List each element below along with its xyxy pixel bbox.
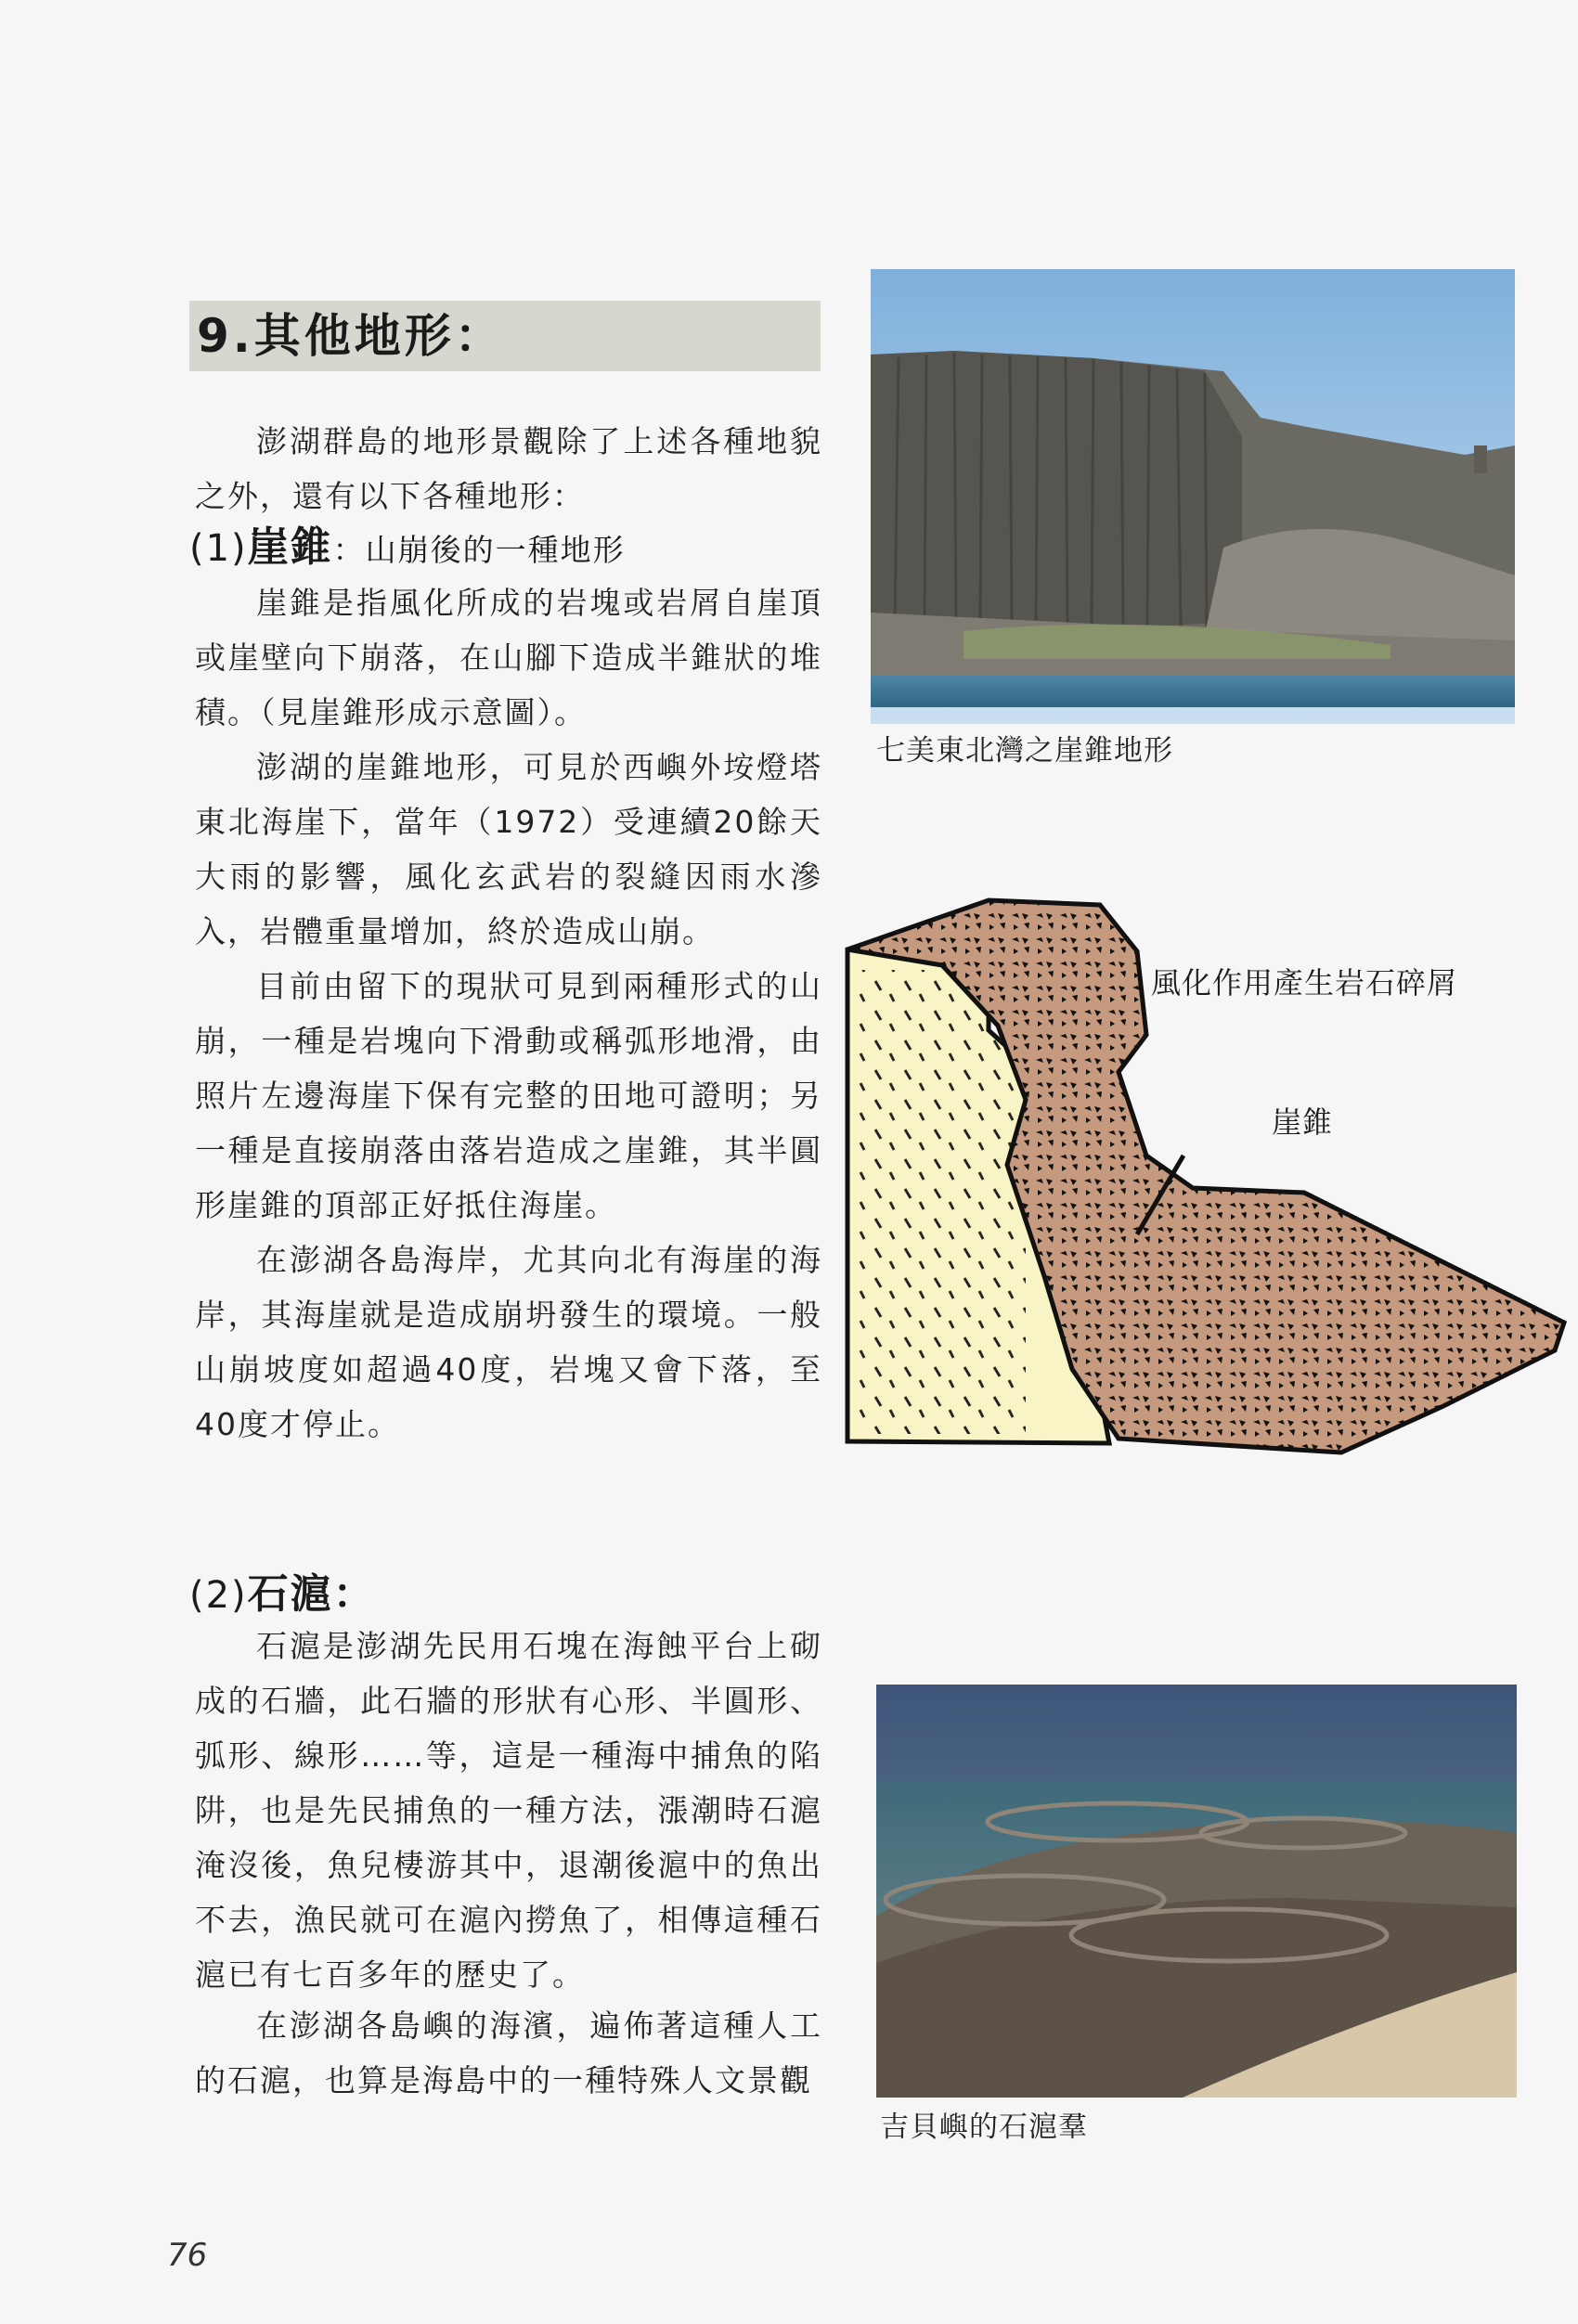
cliff-cone-paragraph-1: 崖錐是指風化所成的岩塊或岩屑自崖頂或崖壁向下崩落，在山腳下造成半錐狀的堆積。（見崖錐形成示意圖）。: [195, 585, 822, 730]
stone-weir-title: 石滬：: [247, 1570, 376, 1618]
cliff-cone-paragraph-2: 澎湖的崖錐地形，可見於西嶼外垵燈塔東北海崖下，當年（1972）受連續20餘天大雨的影響，風化玄武岩的裂縫因雨水滲入，岩體重量增加，終於造成山崩。: [195, 749, 822, 949]
cliff-photo: [871, 269, 1515, 724]
stone-weir-heading: [189, 1569, 376, 1621]
diagram-label-cone: 崖錐: [1272, 1104, 1334, 1140]
intro-paragraph: 澎湖群島的地形景觀除了上述各種地貌之外，還有以下各種地形：: [195, 423, 822, 514]
stone-weir-paragraph-2: 在澎湖各島嶼的海濱，遍佈著這種人工的石滬，也算是海島中的一種特殊人文景觀: [195, 2008, 822, 2098]
cliff-cone-paragraph-3: 目前由留下的現狀可見到兩種形式的山崩，一種是岩塊向下滑動或稱弧形地滑，由照片左邊海崖下保有完整的田地可證明；另一種是直接崩落由落岩造成之崖錐，其半圓形崖錐的頂部正好抵住海崖。: [195, 968, 822, 1223]
cliff-cone-note: ：山崩後的一種地形: [332, 532, 626, 568]
stone-weir-photo: [876, 1685, 1517, 2098]
cliff-cone-title: 崖錐: [247, 523, 333, 571]
stone-weir-number: (2): [189, 1574, 248, 1617]
stone-weir-photo-caption: 吉貝嶼的石滬羣: [880, 2111, 1088, 2144]
cliff-cone-heading: [189, 522, 626, 576]
cliff-photo-caption: 七美東北灣之崖錐地形: [876, 734, 1173, 768]
stone-weir-paragraph-1: 石滬是澎湖先民用石塊在海蝕平台上砌成的石牆，此石牆的形狀有心形、半圓形、弧形、線形……等，這是一種海中捕魚的陷阱，也是先民捕魚的一種方法，漲潮時石滬淹沒後，魚兒棲游其中，退潮後滬中的魚出不去，漁民就可在滬內撈魚了，相傳這種石滬已有七百多年的歷史了。: [195, 1628, 822, 1993]
diagram-label-debris: 風化作用產生岩石碎屑: [1151, 965, 1458, 1001]
cliff-cone-number: (1): [189, 527, 248, 570]
page-number: 76: [167, 2237, 208, 2274]
cliff-cone-paragraph-4: 在澎湖各島海岸，尤其向北有海崖的海岸，其海崖就是造成崩坍發生的環境。一般山崩坡度如超過40度，岩塊又會下落，至40度才停止。: [195, 1242, 822, 1442]
section-title: 9.其他地形：: [197, 309, 505, 363]
